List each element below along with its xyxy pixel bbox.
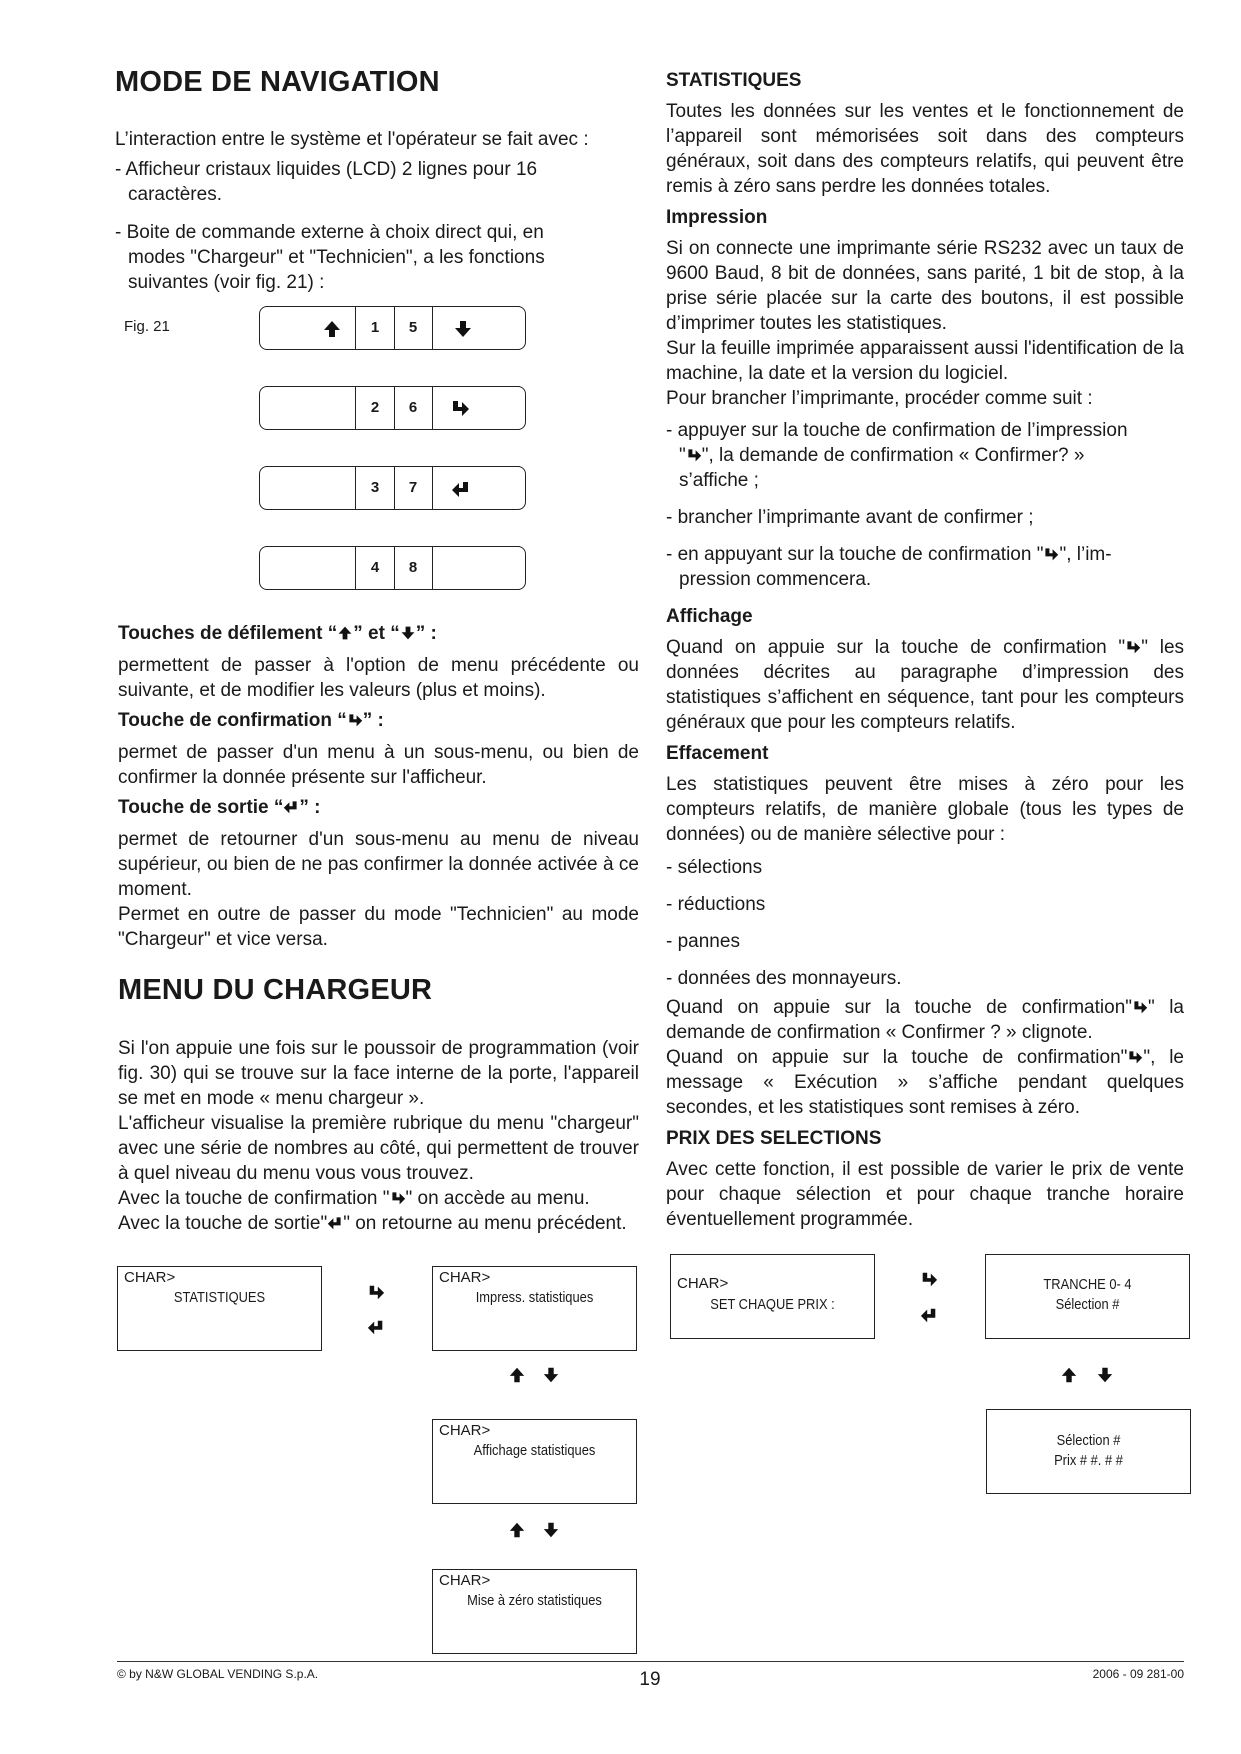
down-arrow-icon: [400, 625, 416, 641]
scroll-keys-heading: Touches de défilement “ ” et “ ” :: [118, 623, 437, 644]
display-statistiques: [117, 1266, 322, 1351]
impression-step-3: - en appuyant sur la touche de confirmation " ", l’im- pression commencera.: [666, 544, 1112, 590]
impression-text: Si on connecte une imprimante série RS232 avec un taux de 9600 Baud, 8 bit de données, sans parité, 1 bit de stop, à la prise série placée sur la carte des boutons, il est possible d’imprimer toutes les statistiques.: [666, 238, 1184, 334]
exit-arrow-icon: [283, 799, 299, 815]
exit-arrow-icon: [920, 1306, 938, 1329]
effacement-text: Les statistiques peuvent être mises à zéro pour les compteurs relatifs, de manière globale (tous les types de données) ou de manière sélective pour :: [666, 774, 1184, 845]
confirm-key-text: permet de passer d'un menu à un sous-menu, ou bien de confirmer la donnée présente sur l'afficheur.: [118, 742, 639, 788]
effacement-item: - réductions: [666, 894, 766, 915]
statistiques-text: Toutes les données sur les ventes et le fonctionnement de l’appareil sont mémorisées soit dans des compteurs généraux, soit dans des compteurs relatifs, qui peuvent être remis à zéro sans perdre les données totales.: [666, 101, 1184, 197]
affichage-heading: Affichage: [666, 606, 753, 627]
menu-paragraph-2: L'afficheur visualise la première rubrique du menu "chargeur" avec une série de nombres au côté, qui permettent de trouver à quel niveau du menu vous vous trouvez.: [118, 1113, 639, 1184]
up-arrow-icon: [508, 1366, 526, 1389]
display-impress-statistiques: [432, 1266, 637, 1351]
menu-paragraph-3: Avec la touche de confirmation " " on accède au menu.: [118, 1188, 590, 1209]
prix-text: Avec cette fonction, il est possible de varier le prix de vente pour chaque sélection et pour chaque tranche horaire éventuellement programmée.: [666, 1159, 1184, 1230]
display-prompt: CHAR>: [439, 1572, 491, 1589]
down-arrow-icon: [542, 1366, 560, 1389]
enter-arrow-icon: [1132, 997, 1148, 1013]
exit-key-text-2: Permet en outre de passer du mode "Technicien" au mode "Chargeur" et vice versa.: [118, 904, 639, 950]
display-line-2: Prix # #. # #: [1054, 1452, 1123, 1469]
impression-text-3: Pour brancher l’imprimante, procéder comme suit :: [666, 388, 1093, 409]
key-2[interactable]: 2: [355, 386, 395, 430]
enter-arrow-icon: [1043, 544, 1059, 560]
page-number: 19: [639, 1669, 661, 1690]
effacement-heading: Effacement: [666, 743, 769, 764]
key-3[interactable]: 3: [355, 466, 395, 510]
affichage-text: Quand on appuie sur la touche de confirmation " " les données décrites au paragraphe d’impression des statistiques s’affichent en séquence, tant pour les compteurs généraux que pour les compteurs relatifs.: [666, 637, 1185, 733]
effacement-item: - sélections: [666, 857, 763, 878]
enter-arrow-icon: [450, 398, 470, 423]
bullet-command-box: - Boite de commande externe à choix direct qui, en modes "Chargeur" et "Technicien", a les fonctions suivantes (voir fig. 21) :: [115, 222, 545, 293]
display-line: Impress. statistiques: [475, 1289, 594, 1306]
enter-arrow-icon: [367, 1283, 385, 1306]
display-affichage-statistiques: [432, 1419, 637, 1504]
key-7[interactable]: 7: [394, 466, 433, 510]
display-tranche: [985, 1254, 1190, 1339]
footer-code: 2006 - 09 281-00: [1092, 1667, 1184, 1681]
section-title-menu: MENU DU CHARGEUR: [118, 974, 433, 1006]
display-line: SET CHAQUE PRIX :: [710, 1296, 835, 1313]
up-arrow-icon: [508, 1521, 526, 1544]
confirm-key-heading: Touche de confirmation “ ” :: [118, 710, 384, 731]
scroll-keys-text: permettent de passer à l'option de menu précédente ou suivante, et de modifier les valeurs (plus et moins).: [118, 655, 639, 701]
enter-arrow-icon: [686, 445, 702, 461]
display-line: Affichage statistiques: [473, 1442, 596, 1459]
enter-arrow-icon: [920, 1270, 938, 1293]
statistiques-heading: STATISTIQUES: [666, 70, 802, 91]
key-5[interactable]: 5: [394, 306, 433, 350]
exit-key-heading: Touche de sortie “ ” :: [118, 797, 321, 818]
exit-arrow-icon: [367, 1318, 385, 1341]
display-mise-a-zero: [432, 1569, 637, 1654]
display-selection-prix: [986, 1409, 1191, 1494]
display-prompt: CHAR>: [124, 1269, 176, 1286]
exit-arrow-icon: [327, 1213, 343, 1229]
display-prompt: CHAR>: [439, 1422, 491, 1439]
down-arrow-icon: [1096, 1366, 1114, 1389]
display-line-2: Sélection #: [1055, 1296, 1120, 1313]
enter-arrow-icon: [390, 1188, 406, 1204]
enter-arrow-icon: [347, 712, 363, 728]
menu-paragraph-4: Avec la touche de sortie" " on retourne au menu précédent.: [118, 1213, 627, 1234]
display-line: Mise à zéro statistiques: [467, 1592, 602, 1609]
section-title-navigation: MODE DE NAVIGATION: [115, 66, 440, 98]
impression-text-2: Sur la feuille imprimée apparaissent aussi l'identification de la machine, la date et la version du logiciel.: [666, 338, 1184, 384]
footer-copyright: © by N&W GLOBAL VENDING S.p.A.: [117, 1667, 319, 1681]
keypad-row-4: [259, 546, 526, 590]
up-arrow-icon: [337, 625, 353, 641]
display-prompt: CHAR>: [439, 1269, 491, 1286]
keypad-row-1: [259, 306, 526, 350]
effacement-text-2: Quand on appuie sur la touche de confirmation" " la demande de confirmation « Confirmer ? » clignote.: [666, 997, 1184, 1043]
figure-label: Fig. 21: [124, 318, 170, 335]
bullet-lcd: - Afficheur cristaux liquides (LCD) 2 lignes pour 16 caractères.: [115, 159, 538, 205]
display-prompt: CHAR>: [677, 1275, 729, 1292]
exit-arrow-icon: [451, 479, 471, 504]
key-6[interactable]: 6: [394, 386, 433, 430]
effacement-item: - pannes: [666, 931, 740, 952]
up-arrow-icon: [1060, 1366, 1078, 1389]
intro-text: L’interaction entre le système et l'opérateur se fait avec :: [115, 129, 589, 150]
impression-step-2: - brancher l’imprimante avant de confirmer ;: [666, 507, 1034, 528]
enter-arrow-icon: [1127, 1047, 1143, 1063]
display-line-1: Sélection #: [1056, 1432, 1121, 1449]
key-1[interactable]: 1: [355, 306, 395, 350]
key-8[interactable]: 8: [394, 546, 433, 590]
effacement-text-3: Quand on appuie sur la touche de confirmation" ", le message « Exécution » s’affiche pendant quelques secondes, et les statistiques sont remises à zéro.: [666, 1047, 1184, 1118]
enter-arrow-icon: [1125, 637, 1141, 653]
display-set-chaque-prix: [670, 1254, 875, 1339]
up-arrow-icon: [322, 319, 342, 344]
footer-divider: [117, 1661, 1184, 1662]
impression-heading: Impression: [666, 207, 768, 228]
effacement-item: - données des monnayeurs.: [666, 968, 902, 989]
menu-paragraph-1: Si l'on appuie une fois sur le poussoir de programmation (voir fig. 30) qui se trouve sur la face interne de la porte, l'appareil se met en mode « menu chargeur ».: [118, 1038, 639, 1109]
display-line: STATISTIQUES: [173, 1289, 266, 1306]
keypad-row-2: [259, 386, 526, 430]
key-4[interactable]: 4: [355, 546, 395, 590]
exit-key-text: permet de retourner d'un sous-menu au menu de niveau supérieur, ou bien de ne pas confirmer la donnée activée à ce moment.: [118, 829, 639, 900]
keypad-row-3: [259, 466, 526, 510]
prix-heading: PRIX DES SELECTIONS: [666, 1128, 882, 1149]
down-arrow-icon: [542, 1521, 560, 1544]
display-line-1: TRANCHE 0- 4: [1043, 1276, 1132, 1293]
down-arrow-icon: [453, 319, 473, 344]
impression-step-1: - appuyer sur la touche de confirmation de l’impression " ", la demande de confirmation « Confirmer? » s’affiche ;: [666, 420, 1128, 491]
